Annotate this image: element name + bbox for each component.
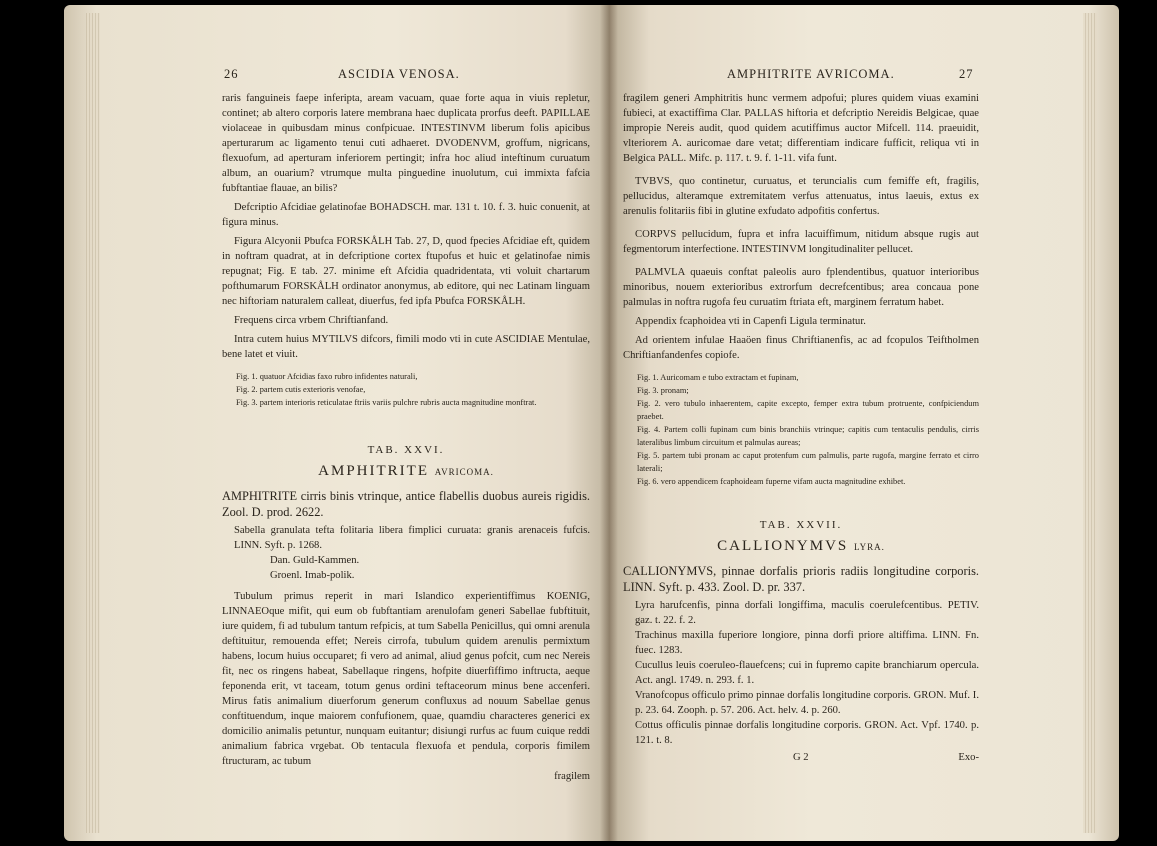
figure-text: vero appendicem fcaphoideam fuperne vifam aucta magnitudine exhibet.: [660, 477, 906, 486]
synonym: Cucullus leuis coeruleo-flauefcens; cui in fupremo capite branchiarum opercula. Act. angl. 1749. n. 293. f. 1.: [635, 660, 979, 686]
figure-caption: [637, 397, 979, 423]
paragraph: Defcriptio Afcidiae gelatinofae BOHADSCH. mar. 131 t. 10. f. 3. huic conuenit, at figura minus.: [222, 202, 590, 228]
synonym: Trachinus maxilla fuperiore longiore, pinna dorfi priore altiffima. LINN. Fn. fuec. 1283.: [635, 630, 979, 656]
genus-name: AMPHITRITE: [318, 463, 429, 479]
figure-text: pronam;: [660, 386, 689, 395]
page-number-left: 26: [224, 67, 239, 81]
genus-heading: [623, 539, 979, 555]
paragraph: Intra cutem huius MYTILVS difcors, fimili modo vti in cute ASCIDIAE Mentulae, bene latet et viuit.: [222, 334, 590, 360]
paragraph: CORPVS pellucidum, fupra et infra lacuiffimum, nitidum absque rugis aut fegmentorum interfectione. INTESTINVM longitudinaliter pellucet.: [623, 229, 979, 255]
book-gutter: [600, 5, 618, 841]
running-head-right: AMPHITRITE AVRICOMA.: [727, 67, 895, 81]
figure-caption: Fig. 2. partem cutis exterioris venofae,: [236, 385, 366, 394]
synonym: Lyra harufcenfis, pinna dorfali longiffima, maculis coerulefcentibus. PETIV. gaz. t. 22. f. 2.: [635, 600, 979, 626]
figure-legend: [623, 371, 979, 488]
plate-heading: TAB. XXVI.: [367, 444, 445, 456]
genus-name: CALLIONYMVS: [717, 538, 849, 554]
figure-text: Partem colli fupinam cum binis branchiis vtrinque; capitis cum tentaculis pendulis, cirris lateralibus limbum circuitum et palmulas aureas;: [637, 425, 980, 447]
right-page-body: [623, 91, 979, 766]
paragraph: fragilem generi Amphitritis hunc vermem adpofui; plures quidem viuas examini fubieci, at exactiffima Clar. PALLAS hiftoria et defcriptio Nereidis Belgicae, quae impropie Nereis audit, quod quidem acutiffimus auctor Mifcell. 114. praeuidit, vlteriorem A. auricomae dare vetat; differentiam indicare fufficit, reliqua vti in Belgica PALL. Mifc. p. 117. t. 9. f. 1-11. vifa funt.: [623, 93, 979, 164]
figure-caption: [637, 423, 979, 449]
page-number-right: 27: [959, 67, 974, 81]
paragraph: raris fanguineis faepe inferipta, aream vacuam, quae forte aqua in viuis repletur, continet; ab altero corporis latere membrana haec duplicata prorfus deeft. PAPILLAE violaceae in quibusdam minus confpicuae. INTESTINVM liberum folis apicibus aperturarum ac ligamento tenui cuti adhaeret. DVODENVM, groffum, nigricans, flexuofum, ad aperturam inferiorem pertingit; infra hoc aliud inteftinum curuatum album, an ouarium? vtrumque multa pinguedine inuolutum, cui immixta fafcia fubftantiae flauae, an bilis?: [222, 93, 590, 194]
page-edges-right: [1083, 13, 1097, 833]
diagnosis: CALLIONYMVS, pinnae dorfalis prioris radiis longitudine corporis. LINN. Syft. p. 433. Zool. D. pr. 337.: [623, 564, 979, 594]
paragraph: Appendix fcaphoidea vti in Capenfi Ligula terminatur.: [635, 316, 866, 327]
catchword: Exo-: [958, 752, 979, 763]
figure-legend: [222, 370, 590, 409]
species-name: LYRA.: [854, 542, 885, 552]
paragraph: PALMVLA quaeuis conftat paleolis auro fplendentibus, quatuor interioribus minoribus, nouem exterioribus extrorfum decrefcentibus; area concaua pone palmulas in noftra rugofa feu curuatim ftriata eft, marginem ferratum habet.: [623, 267, 979, 308]
left-page-body: [222, 91, 590, 784]
figure-text: Auricomam e tubo extractam et fupinam,: [660, 373, 799, 382]
figure-label: Fig. 4.: [637, 425, 661, 434]
open-book: [64, 5, 1119, 841]
figure-label: Fig. 6.: [637, 477, 659, 486]
figure-text: vero tubulo inhaerentem, capite excepto, femper extra tubum protruente, confpiciendum praebet.: [637, 399, 980, 421]
figure-label: Fig. 5.: [637, 451, 660, 460]
synonym: Dan. Guld-Kammen.: [270, 555, 360, 566]
catchword: fragilem: [554, 771, 590, 782]
page-footer: [623, 750, 979, 766]
figure-caption: Fig. 3. partem interioris reticulatae ftriis variis pulchre rubris aucta magnitudine monftrat.: [236, 398, 537, 407]
synonym: Sabella granulata tefta folitaria libera fimplici curuata: granis arenaceis fufcis. LINN. Syft. p. 1268.: [234, 525, 590, 551]
figure-caption: Fig. 1. quatuor Afcidias faxo rubro infidentes naturali,: [236, 372, 418, 381]
paragraph: Tubulum primus reperit in mari Islandico experientiffimus KOENIG, LINNAEOque mifit, qui eum ob fubftantiam arenulofam generi Sabellae fubftituit, iure quidem, fi ad tubulum tantum refpicis, at tum Sabella Penicillus, qui omni arenula deftituitur, remouenda effet; Nereis cirrofa, tubulum quidem arenulis permixtum habens, locum huius occuparet; fi vero ad animal, aliud genus pofcit, cum nec Nereis fit, nec os ringens habeat, Sabellaque ringens, hofpite diuerfiffimo inftructa, aeque feponenda erit, vt taceam, totum genus ordini teftaceorum minus bene accenferi. Mirus fatis animalium diuerforum generum confluxus ad nouum Sabellae genus conftituendum, inque maiorem confufionem, quae, quamdiu characteres generici ex domicilio animalis petuntur, nunquam euitantur; disiungi rurfus ac fuum cuique reddi animalium fabrica vrgebat. Ob tentacula flexuofa et pendula, corporis fimilem ftructuram, ac tubum: [222, 591, 590, 767]
left-page: [64, 5, 609, 841]
running-head-left: ASCIDIA VENOSA.: [338, 67, 460, 81]
right-page: [609, 5, 1119, 841]
synonym: Cottus officulis pinnae dorfalis longitudine corporis. GRON. Act. Vpf. 1740. p. 121. t. 8.: [635, 720, 979, 746]
paragraph: TVBVS, quo continetur, curuatus, et teruncialis cum femiffe eft, fragilis, pellucidus, alteramque extremitatem verfus attenuatus, intus laeuis, extus ex arenulis folitariis fibi in glutine exfudato adpofitis confertus.: [623, 176, 979, 217]
paragraph: Figura Alcyonii Pbufca FORSKÅLH Tab. 27, D, quod fpecies Afcidiae eft, quidem in noftram quadrat, at in defcriptione cortex ftupofus et huic et gelatinofae nimis repugnat; Fig. E tab. 27. minime eft Afcidia quadridentata, vti voluit chartarum pofthumarum FORSKÅLH ordinator anonymus, ab editore, qui nec Latinam linguam nec hiftoriam naturalem calleat, diuerfus, fed ipfa Pbufca FORSKÅLH.: [222, 236, 590, 307]
figure-label: Fig. 2.: [637, 399, 661, 408]
figure-caption: [637, 371, 979, 384]
figure-text: partem tubi pronam ac caput protenfum cum palmulis, parte rugofa, margine ferrato et cirro laterali;: [637, 451, 979, 473]
synonym: Groenl. Imab-polik.: [270, 570, 355, 581]
signature-mark: G 2: [793, 752, 809, 763]
diagnosis: AMPHITRITE cirris binis vtrinque, antice flabellis duobus aureis rigidis. Zool. D. prod. 2622.: [222, 489, 590, 519]
synonym: Vranofcopus officulo primo pinnae dorfalis longitudine corporis. GRON. Muf. I. p. 23. 64. Zooph. p. 57. 206. Act. helv. 4. p. 260.: [635, 690, 979, 716]
figure-caption: [637, 449, 979, 475]
plate-heading: TAB. XXVII.: [759, 519, 843, 531]
figure-label: Fig. 1.: [637, 373, 659, 382]
figure-caption: [637, 475, 979, 488]
figure-caption: [637, 384, 979, 397]
paragraph: Ad orientem infulae Haaöen finus Chriftianenfis, ac ad fcopulos Teiftholmen Chriftianfandenfes copiofe.: [623, 335, 979, 361]
genus-heading: [222, 464, 590, 480]
paragraph: Frequens circa vrbem Chriftianfand.: [234, 315, 389, 326]
page-edges-left: [86, 13, 100, 833]
species-name: AVRICOMA.: [434, 467, 494, 477]
figure-label: Fig. 3.: [637, 386, 659, 395]
